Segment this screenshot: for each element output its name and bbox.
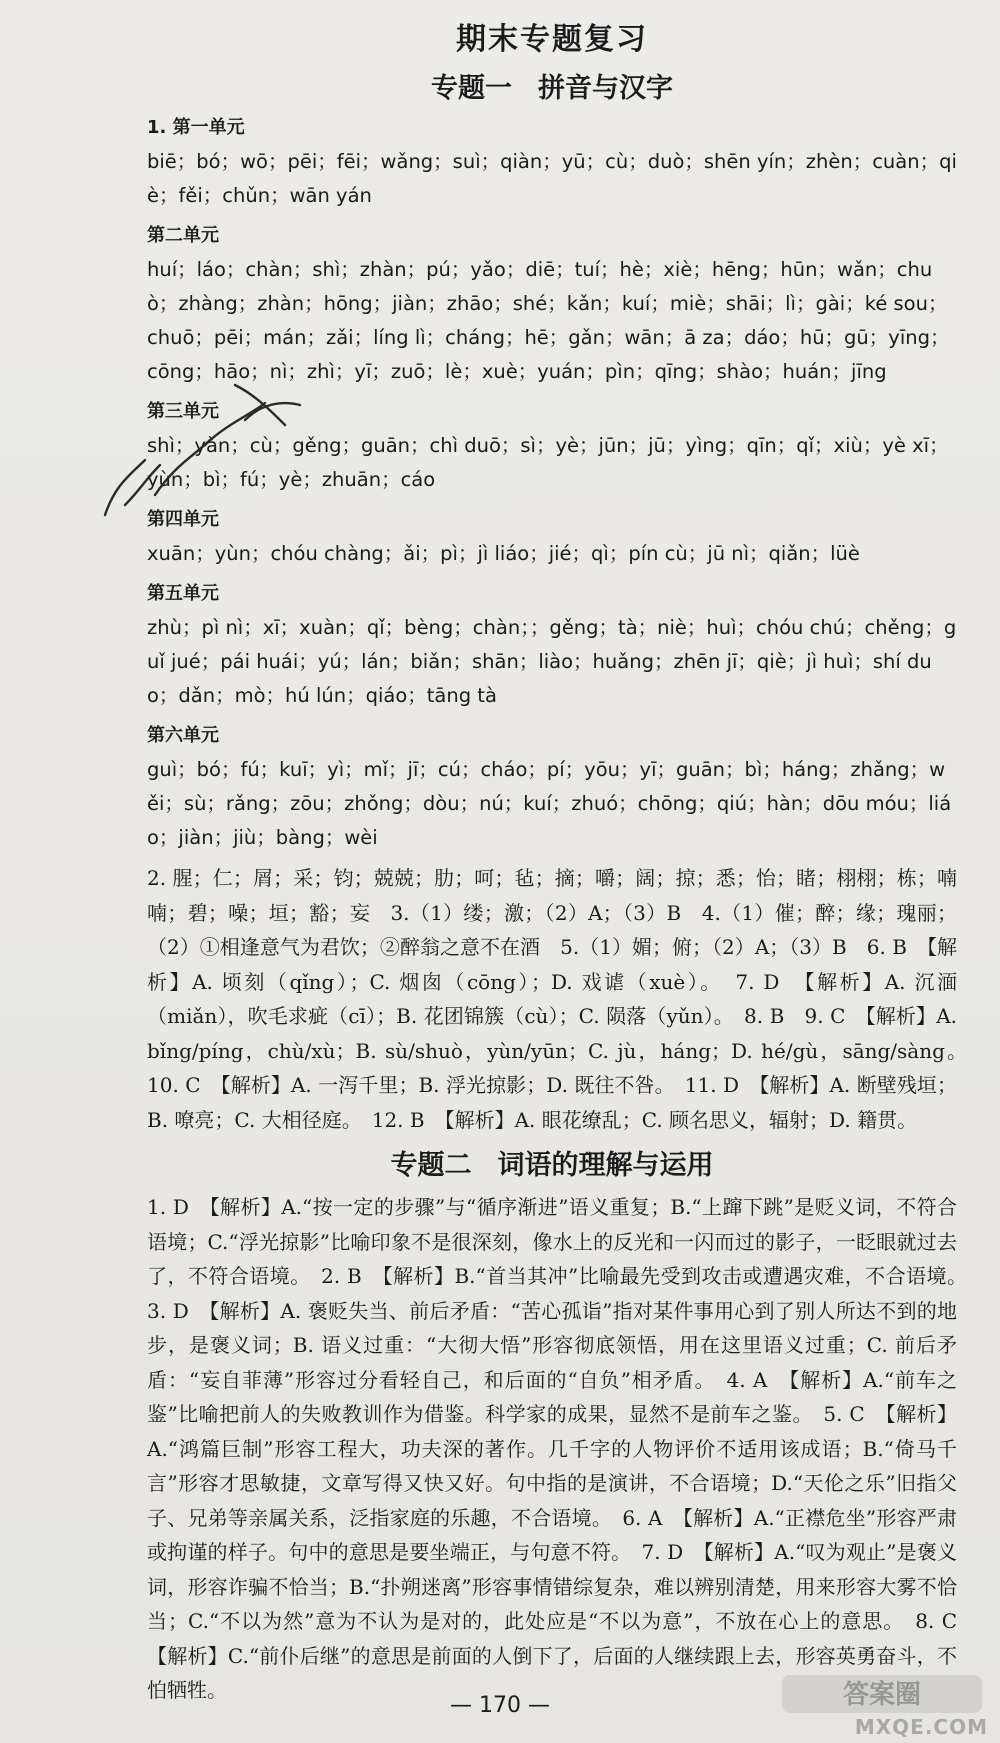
unit-section	[147, 113, 957, 213]
pinyin-answers: shì；yàn；cù；gěng；guān；chì duō；sì；yè；jūn；jū；yìng；qīn；qǐ；xiù；yè xī；yùn；bì；fú；yè；zhuān；cáo	[147, 434, 949, 491]
pinyin-answers: zhù；pì nì；xī；xuàn；qǐ；bèng；chàn；；gěng；tà；niè；huì；chóu chú；chěng；guǐ jué；pái huái；yú；lán；biǎn；shān；liào；huǎng；zhēn jī；qiè；jì huì；shí duo；dǎn；mò；hú lún；qiáo；tāng tà	[147, 616, 957, 707]
pinyin-answers: biē；bó；wō；pēi；fēi；wǎng；suì；qiàn；yū；cù；duò；shēn yín；zhèn；cuàn；qiè；fěi；chǔn；wān yán	[147, 150, 957, 207]
unit-label: 第六单元	[147, 725, 219, 746]
watermark-text: MXQE.COM	[854, 1715, 988, 1739]
topic1-number: 专题一	[431, 73, 512, 104]
topic2-name: 词语的理解与运用	[497, 1150, 714, 1181]
unit-label: 第四单元	[147, 509, 219, 530]
page-number: — 170 —	[450, 1693, 550, 1718]
page-title: 期末专题复习	[456, 22, 648, 57]
unit-label: 1. 第一单元	[147, 117, 245, 138]
topic2-title	[147, 1143, 957, 1182]
topic1-answers: 2. 腥；仁；屑；采；钧；兢兢；肋；呵；毡；摘；嚼；阔；掠；悉；怡；睹；栩栩；栋；喃喃；碧；噪；垣；豁；妄 3.（1）缕；激；（2）A；（3）B 4.（1）催；醉；缘；瑰丽；（2）①相逢意气为君饮；②醉翁之意不在酒 5.（1）媚；俯；（2）A；（3）B 6. B 【解析】A. 顷刻（qǐng）；C. 烟囱（cōng）；D. 戏谑（xuè）。 7. D 【解析】A. 沉湎（miǎn），吹毛求疵（cī）；B. 花团锦簇（cù）；C. 陨落（yǔn）。 8. B 9. C 【解析】A. bǐng/píng，chù/xù；B. sù/shuò，yùn/yūn；C. jù，háng；D. hé/gù，sāng/sàng。 10. C 【解析】A. 一泻千里；B. 浮光掠影；D. 既往不咎。 11. D 【解析】A. 断壁残垣；B. 嘹亮；C. 大相径庭。 12. B 【解析】A. 眼花缭乱；C. 顾名思义，辐射；D. 籍贯。	[147, 866, 977, 1132]
pinyin-answers: xuān；yùn；chóu chàng；ǎi；pì；jì liáo；jié；qì；pín cù；jū nì；qiǎn；lüè	[147, 542, 860, 565]
unit-label: 第五单元	[147, 583, 219, 604]
unit-section	[147, 579, 957, 713]
unit-section	[147, 721, 957, 855]
topic1-title	[147, 66, 957, 105]
topic2-answers: 1. D 【解析】A.“按一定的步骤”与“循序渐进”语义重复；B.“上蹿下跳”是贬义词，不符合语境；C.“浮光掠影”比喻印象不是很深刻，像水上的反光和一闪而过的影子，一眨眼就过去了，不符合语境。 2. B 【解析】B.“首当其冲”比喻最先受到攻击或遭遇灾难，不合语境。 3. D 【解析】A. 褒贬失当、前后矛盾：“苦心孤诣”指对某件事用心到了别人所达不到的地步，是褒义词；B. 语义过重：“大彻大悟”形容彻底领悟，用在这里语义过重；C. 前后矛盾：“妄自菲薄”形容过分看轻自己，和后面的“自负”相矛盾。 4. A 【解析】A.“前车之鉴”比喻把前人的失败教训作为借鉴。科学家的成果，显然不是前车之鉴。 5. C 【解析】A.“鸿篇巨制”形容工程大，功夫深的著作。几千字的人物评价不适用该成语；B.“倚马千言”形容才思敏捷，文章写得又快又好。句中指的是演讲，不合语境；D.“天伦之乐”旧指父子、兄弟等亲属关系，泛指家庭的乐趣，不合语境。 6. A 【解析】A.“正襟危坐”形容严肃或拘谨的样子。句中的意思是要坐端正，与句意不符。 7. D 【解析】A.“叹为观止”是褒义词，形容诈骗不恰当；B.“扑朔迷离”形容事情错综复杂，难以辨别清楚，用来形容大雾不恰当；C.“不以为然”意为不认为是对的，此处应是“不以为意”，不放在心上的意思。 8. C 【解析】C.“前仆后继”的意思是前面的人倒下了，后面的人继续跟上去，形容英勇奋斗，不怕牺牲。	[147, 1195, 977, 1702]
pinyin-answers: huí；láo；chàn；shì；zhàn；pú；yǎo；diē；tuí；hè；xiè；hēng；hūn；wǎn；chuò；zhàng；zhàn；hōng；jiàn；zhāo；shé；kǎn；kuí；miè；shāi；lì；gài；ké sou；chuō；pēi；mán；zǎi；líng lì；cháng；hē；gǎn；wān；ā za；dáo；hū；gū；yīng；cōng；hāo；nì；zhì；yī；zuō；lè；xuè；yuán；pìn；qīng；shào；huán；jīng	[147, 258, 950, 383]
page-content	[147, 8, 977, 1714]
pinyin-answers: guì；bó；fú；kuī；yì；mǐ；jī；cú；cháo；pí；yōu；yī；guān；bì；háng；zhǎng；wěi；sù；rǎng；zōu；zhǒng；dòu；nú；kuí；zhuó；chōng；qiú；hàn；dōu móu；liáo；jiàn；jiù；bàng；wèi	[147, 758, 952, 849]
topic1-name: 拼音与汉字	[538, 73, 673, 104]
unit-label: 第三单元	[147, 401, 219, 422]
unit-section	[147, 221, 957, 389]
handwriting-scribble	[85, 365, 315, 525]
topic2-number: 专题二	[390, 1150, 472, 1181]
unit-label: 第二单元	[147, 225, 219, 246]
svg-text:答案圈: 答案圈	[842, 1680, 922, 1710]
